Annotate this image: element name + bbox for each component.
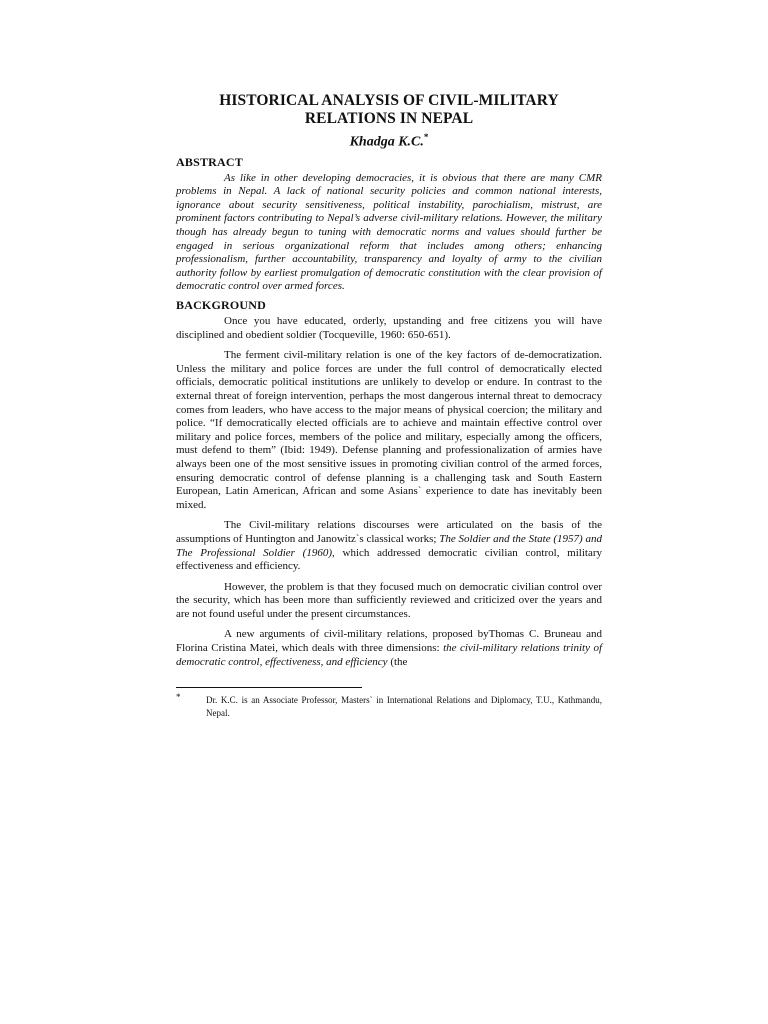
author-name: Khadga K.C. <box>349 134 424 150</box>
p3-text-a: The Civil-military relations discourses were articulated on the basis of the assumptions of Huntington and Janowitz`s classical works; <box>176 519 602 545</box>
background-paragraph-2: The ferment civil-military relation is one of the key factors of de-democratization. Unless the military and police forces are under the full control of democratically elected officials, democratic political institutions are unlikely to develop or endure. In contrast to the external threat of foreign intervention, perhaps the most dangerous internal threat to democracy comes from leaders, who have access to the major means of physical coercion; the military and police. “If democratically elected officials are to achieve and maintain effective control over military and police forces, members of the police and military, especially among the officers, must defend to them” (Ibid: 1949). Defense planning and professionalization of armies have always been one of the most sensitive issues in promoting civilian control of the armed forces, ensuring democratic control of defense planning is a challenging task and South Eastern European, Latin American, African and some Asians` experience to date has inevitably been mixed. <box>176 349 602 511</box>
p3-book-titles: The Soldier and the State (1957) and The Professional Soldier (1960) <box>176 532 602 559</box>
title-line-1: HISTORICAL ANALYSIS OF CIVIL-MILITARY <box>219 92 559 109</box>
background-paragraph-3 <box>176 519 602 573</box>
p5-text-c: (the <box>390 655 408 668</box>
abstract-heading: ABSTRACT <box>176 154 243 169</box>
footnote <box>176 694 602 720</box>
background-paragraph-5 <box>176 628 602 669</box>
author-line <box>176 132 602 151</box>
p5-text-a: A new arguments of civil-military relations, proposed byThomas C. Bruneau and Florina Cristina Matei, which deals with three dimensions: <box>176 628 602 655</box>
paper-page <box>176 92 602 720</box>
footnote-text: Dr. K.C. is an Associate Professor, Masters` in International Relations and Diplomacy, T.U., Kathmandu, Nepal. <box>206 695 602 719</box>
background-heading: BACKGROUND <box>176 298 267 312</box>
abstract-text: As like in other developing democracies, it is obvious that there are many CMR problems in Nepal. A lack of national security policies and common national interests, ignorance about security sensitiveness, political instability, parochialism, mistrust, are prominent factors contributing to Nepal’s adverse civil-military relations. However, the military though has already begun to tuning with democratic norms and values should further be engaged in serious organizational reform that includes among others; enhancing professionalism, further accountability, transparency and loyalty of army to the civilian authority follow by earliest promulgation of democratic constitution with the clear provision of democratic control over armed forces. <box>176 171 602 293</box>
background-paragraph-1: Once you have educated, orderly, upstanding and free citizens you will have disciplined and obedient soldier (Tocqueville, 1960: 650-651). <box>176 315 602 341</box>
background-paragraph-4: However, the problem is that they focused much on democratic civilian control over the security, which has been more than sufficiently reviewed and criticized over the years and are not found useful under the present circumstances. <box>176 580 602 620</box>
p3-text-c: , which addressed democratic civilian control, military effectiveness and efficiency. <box>176 546 602 573</box>
p5-italic-trinity: the civil-military relations trinity of democratic control, effectiveness, and efficiency <box>176 642 602 668</box>
footnote-mark: * <box>176 692 181 703</box>
title-line-2: RELATIONS IN NEPAL <box>304 110 474 127</box>
author-footnote-mark: * <box>423 132 429 142</box>
footnote-separator <box>176 687 362 688</box>
paper-title <box>176 92 602 128</box>
